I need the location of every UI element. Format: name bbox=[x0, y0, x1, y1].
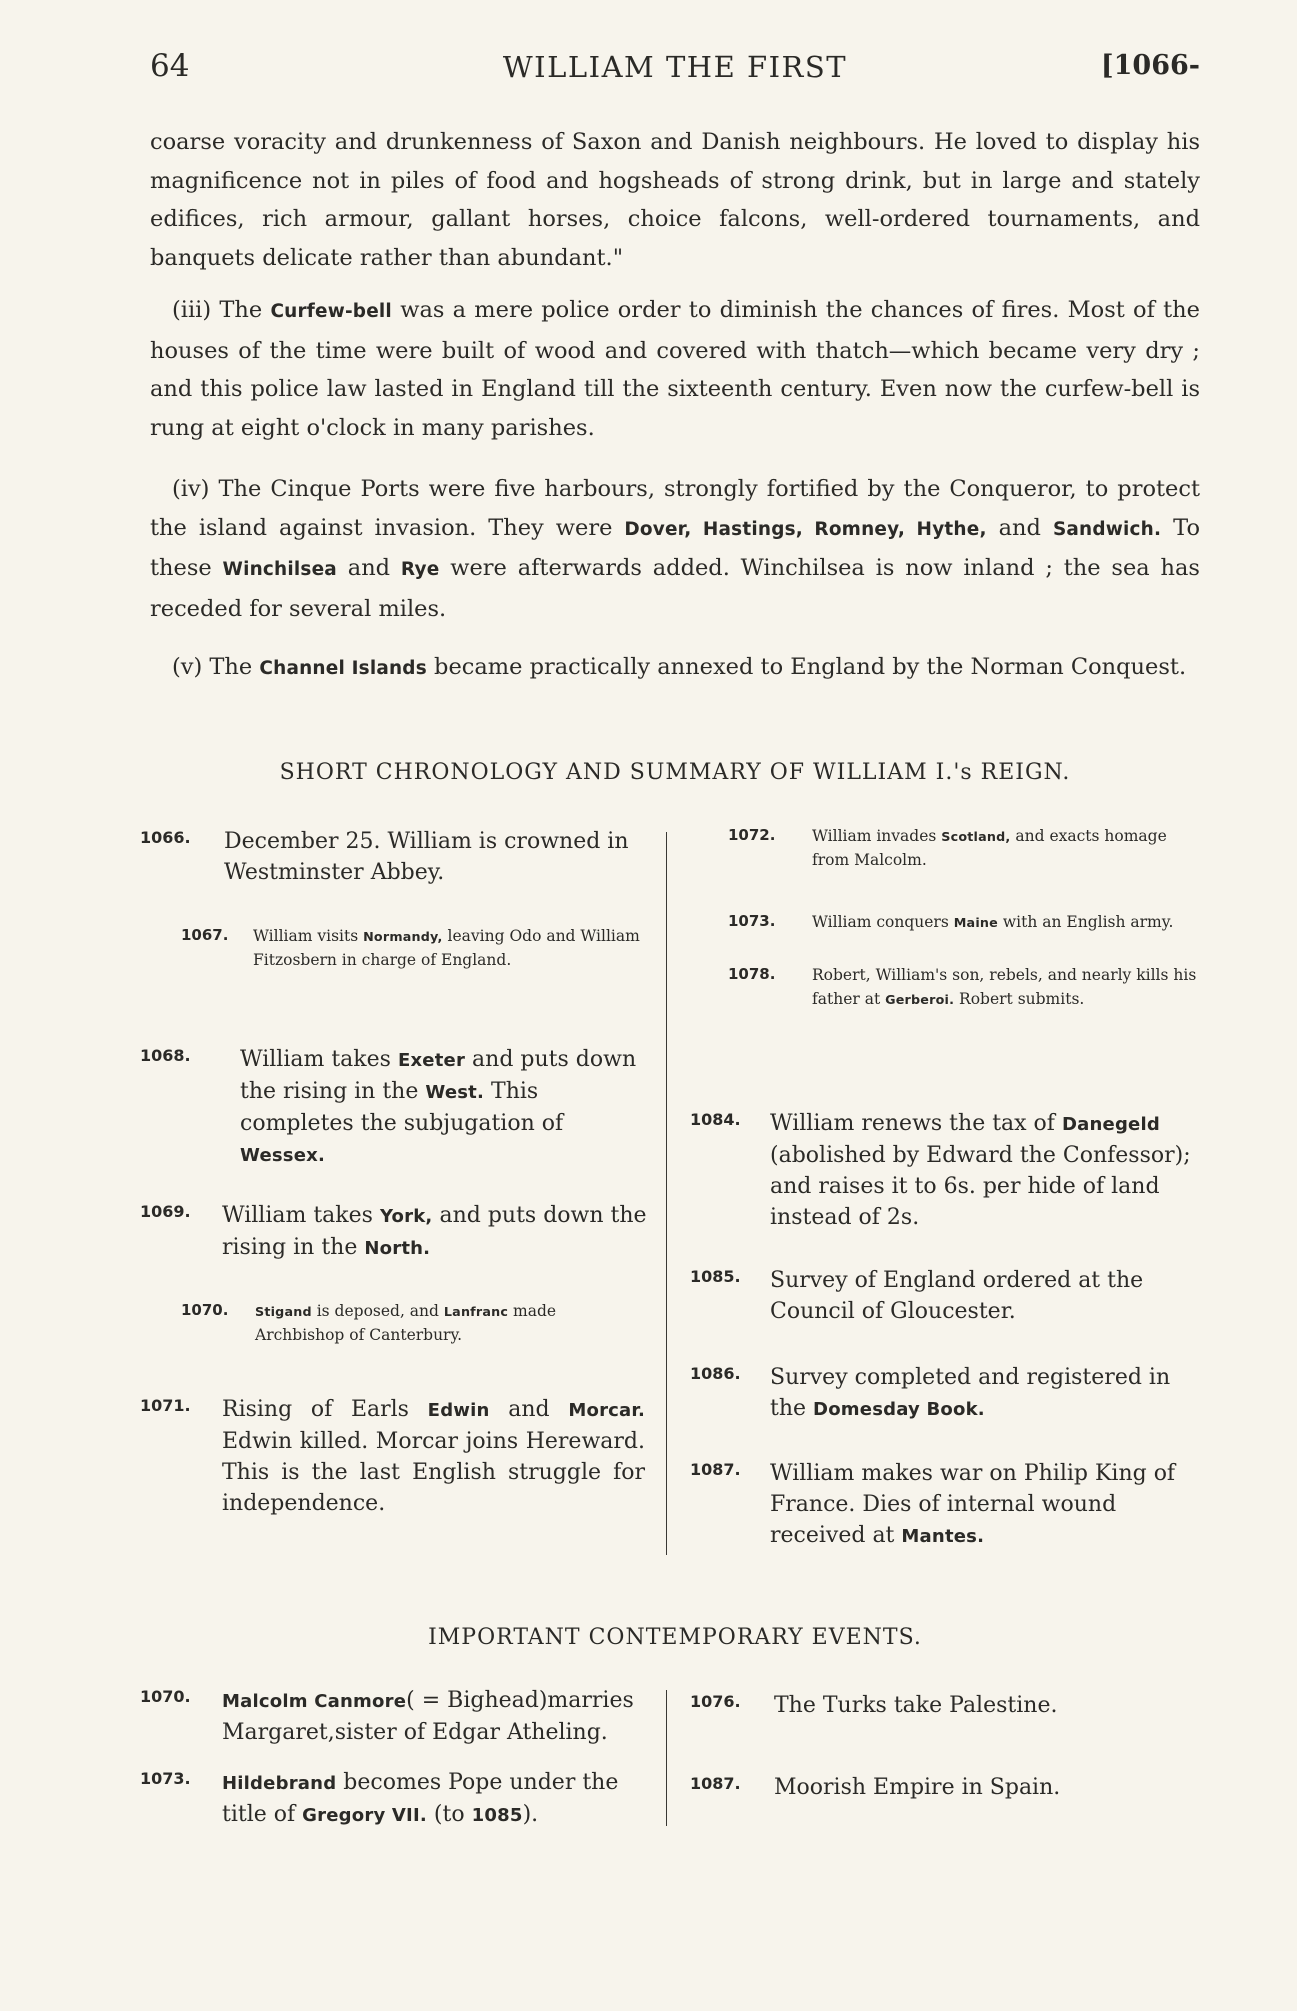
entry-year: 1087. bbox=[690, 1774, 741, 1793]
bold-term: Danegeld bbox=[1061, 1114, 1160, 1135]
chronology-entry bbox=[140, 1394, 645, 1519]
event-entry bbox=[690, 1690, 1200, 1721]
bold-term: Gregory VII. bbox=[302, 1805, 427, 1826]
text: becomes Pope under the title of bbox=[222, 1770, 619, 1827]
entry-text bbox=[222, 1767, 655, 1831]
bold-term: Malcolm Canmore bbox=[222, 1691, 407, 1712]
bold-term: Dover, Hastings, Romney, Hythe, bbox=[624, 518, 987, 540]
paragraph-channel-islands bbox=[150, 648, 1200, 689]
entry-year: 1076. bbox=[690, 1692, 741, 1711]
entry-year: 1086. bbox=[690, 1364, 741, 1383]
entry-year: 1072. bbox=[728, 826, 776, 844]
entry-year: 1073. bbox=[728, 912, 776, 930]
text: and puts down the rising in the bbox=[240, 1047, 637, 1104]
chronology-entry bbox=[728, 964, 1198, 1011]
text: William invades bbox=[812, 827, 942, 845]
entry-text bbox=[770, 1458, 1200, 1552]
bold-term: Scotland, bbox=[941, 829, 1011, 844]
paragraph-cinque-ports bbox=[150, 470, 1200, 628]
bold-term: Winchilsea bbox=[222, 559, 337, 580]
text: and exacts homage from Malcolm. bbox=[812, 827, 1167, 869]
running-title: WILLIAM THE FIRST bbox=[502, 50, 848, 84]
text: is deposed, and bbox=[311, 1302, 444, 1320]
entry-year: 1087. bbox=[690, 1460, 741, 1479]
text: (v) The bbox=[172, 654, 260, 680]
text: Robert submits. bbox=[954, 989, 1085, 1008]
entry-text: Survey of England ordered at the Council of Gloucester. bbox=[770, 1268, 1144, 1324]
entry-text bbox=[240, 1044, 655, 1171]
entry-text bbox=[770, 1362, 1200, 1425]
text: William makes war on Philip King of France. Dies of internal wound received at bbox=[770, 1461, 1176, 1548]
bold-term: Exeter bbox=[397, 1050, 466, 1071]
text: William renews the tax of bbox=[770, 1111, 1062, 1136]
text: ( = Bighead)marries Margaret,sister of Edgar Atheling. bbox=[222, 1688, 634, 1745]
text: with an English army. bbox=[997, 913, 1174, 931]
entry-text bbox=[812, 911, 1198, 935]
entry-text bbox=[770, 1108, 1200, 1233]
chronology-entry bbox=[728, 911, 1198, 935]
chronology-entry bbox=[181, 925, 646, 972]
entry-year: 1071. bbox=[140, 1396, 191, 1415]
event-entry bbox=[140, 1767, 655, 1831]
bold-term: Normandy, bbox=[363, 929, 443, 944]
chronology-entry bbox=[140, 1200, 655, 1264]
bold-term: Domesday Book. bbox=[813, 1399, 985, 1420]
text: ). bbox=[522, 1802, 539, 1827]
text: (iv) The Cinque Ports were five harbours, strongly fortified by the Conqueror, to protect the island against invasion. They were bbox=[150, 476, 1200, 541]
text: and bbox=[986, 514, 1053, 541]
running-date-range: [1066- bbox=[1100, 50, 1200, 81]
bold-term: West. bbox=[425, 1082, 485, 1103]
text: and puts down the rising in the bbox=[222, 1203, 647, 1260]
bold-term: Rye bbox=[400, 559, 440, 580]
entry-year: 1067. bbox=[181, 926, 229, 944]
event-entry bbox=[140, 1685, 655, 1748]
text: William takes bbox=[240, 1047, 398, 1072]
text: and bbox=[336, 555, 401, 581]
bold-term: Maine bbox=[953, 915, 998, 930]
text: William takes bbox=[222, 1203, 380, 1228]
text: (abolished by Edward the Confessor); and raises it to 6s. per hide of land instead of 2s. bbox=[770, 1143, 1191, 1230]
bold-term: Mantes. bbox=[901, 1526, 985, 1547]
bold-term: Hildebrand bbox=[222, 1773, 337, 1794]
entry-text bbox=[255, 1300, 646, 1347]
text: was a mere police order to diminish the chances of fires. Most of the houses of the time were built of wood and covered with thatch—which became very dry ; and this police law lasted in England till the sixteenth century. Even now the curfew-bell is rung at eight o'clock in many parishes. bbox=[150, 297, 1200, 441]
chronology-entry bbox=[690, 1265, 1200, 1327]
text: Edwin killed. Morcar joins Hereward. This is the last English struggle for independence. bbox=[222, 1429, 645, 1516]
bold-term: Curfew-bell bbox=[270, 301, 392, 322]
entry-year: 1070. bbox=[140, 1687, 191, 1706]
text: William visits bbox=[253, 927, 364, 945]
chronology-entry bbox=[140, 826, 655, 888]
bold-term: Gerberoi. bbox=[885, 991, 955, 1007]
bold-term: Lanfranc bbox=[443, 1304, 509, 1319]
entry-text bbox=[812, 825, 1198, 872]
entry-text: December 25. William is crowned in Westminster Abbey. bbox=[224, 829, 629, 885]
text: became practically annexed to England by the Norman Conquest. bbox=[426, 654, 1187, 680]
chronology-entry bbox=[690, 1108, 1200, 1233]
chronology-entry bbox=[728, 825, 1198, 872]
text: and bbox=[489, 1397, 569, 1422]
text: William conquers bbox=[812, 913, 954, 931]
text: Survey completed and registered in the bbox=[770, 1365, 1171, 1421]
text: This completes the subjugation of bbox=[240, 1079, 564, 1136]
text: To these bbox=[150, 514, 1200, 581]
chronology-entry bbox=[690, 1362, 1200, 1425]
events-heading: IMPORTANT CONTEMPORARY EVENTS. bbox=[428, 1625, 922, 1650]
text: made Archbishop of Canterbury. bbox=[255, 1302, 557, 1344]
bold-term: Channel Islands bbox=[259, 658, 427, 679]
column-divider bbox=[666, 832, 667, 1555]
bold-term: Morcar. bbox=[568, 1400, 645, 1421]
entry-text: The Turks take Palestine. bbox=[774, 1693, 1058, 1718]
bold-term: Edwin bbox=[427, 1400, 490, 1421]
text: were afterwards added. Winchilsea is now inland ; the sea has receded for several miles. bbox=[150, 555, 1200, 622]
paragraph-curfew bbox=[150, 291, 1200, 447]
entry-text bbox=[253, 925, 646, 972]
entry-year: 1070. bbox=[181, 1301, 229, 1319]
paragraph bbox=[150, 123, 1200, 277]
chronology-heading: SHORT CHRONOLOGY AND SUMMARY OF WILLIAM I.'s REIGN. bbox=[279, 760, 1071, 785]
paragraph-text: coarse voracity and drunkenness of Saxon and Danish neighbours. He loved to display his magnificence not in piles of food and hogsheads of strong drink, but in large and stately edifices, rich armour, gallant horses, choice falcons, well-ordered tournaments, and banquets delicate rather than abundant." bbox=[150, 129, 1200, 271]
bold-term: Stigand bbox=[255, 1304, 312, 1319]
page-number: 64 bbox=[150, 48, 190, 84]
entry-year: 1066. bbox=[140, 828, 191, 847]
entry-text bbox=[812, 964, 1198, 1011]
bold-term: North. bbox=[364, 1238, 431, 1259]
column-divider bbox=[666, 1690, 667, 1826]
entry-year: 1085. bbox=[690, 1267, 741, 1286]
event-entry bbox=[690, 1772, 1200, 1803]
entry-year: 1069. bbox=[140, 1202, 191, 1221]
entry-year: 1078. bbox=[728, 965, 776, 983]
text: (iii) The bbox=[172, 297, 271, 323]
entry-year: 1068. bbox=[140, 1046, 191, 1065]
chronology-entry bbox=[181, 1300, 646, 1347]
text: Robert, William's son, rebels, and nearly kills his father at bbox=[812, 966, 1197, 1008]
text: Rising of Earls bbox=[222, 1397, 428, 1422]
text: leaving Odo and William Fitzosbern in charge of England. bbox=[253, 927, 640, 969]
bold-term: 1085 bbox=[471, 1805, 523, 1826]
entry-text bbox=[222, 1685, 655, 1748]
entry-text: Moorish Empire in Spain. bbox=[774, 1775, 1061, 1800]
chronology-entry bbox=[690, 1458, 1200, 1552]
entry-year: 1073. bbox=[140, 1769, 191, 1788]
bold-term: Wessex. bbox=[240, 1145, 326, 1166]
chronology-entry bbox=[140, 1044, 655, 1171]
text: (to bbox=[426, 1802, 472, 1827]
bold-term: York, bbox=[379, 1206, 433, 1227]
bold-term: Sandwich. bbox=[1052, 518, 1162, 540]
entry-year: 1084. bbox=[690, 1110, 741, 1129]
entry-text bbox=[222, 1200, 655, 1264]
entry-text bbox=[222, 1394, 645, 1519]
page-header bbox=[150, 48, 1200, 92]
